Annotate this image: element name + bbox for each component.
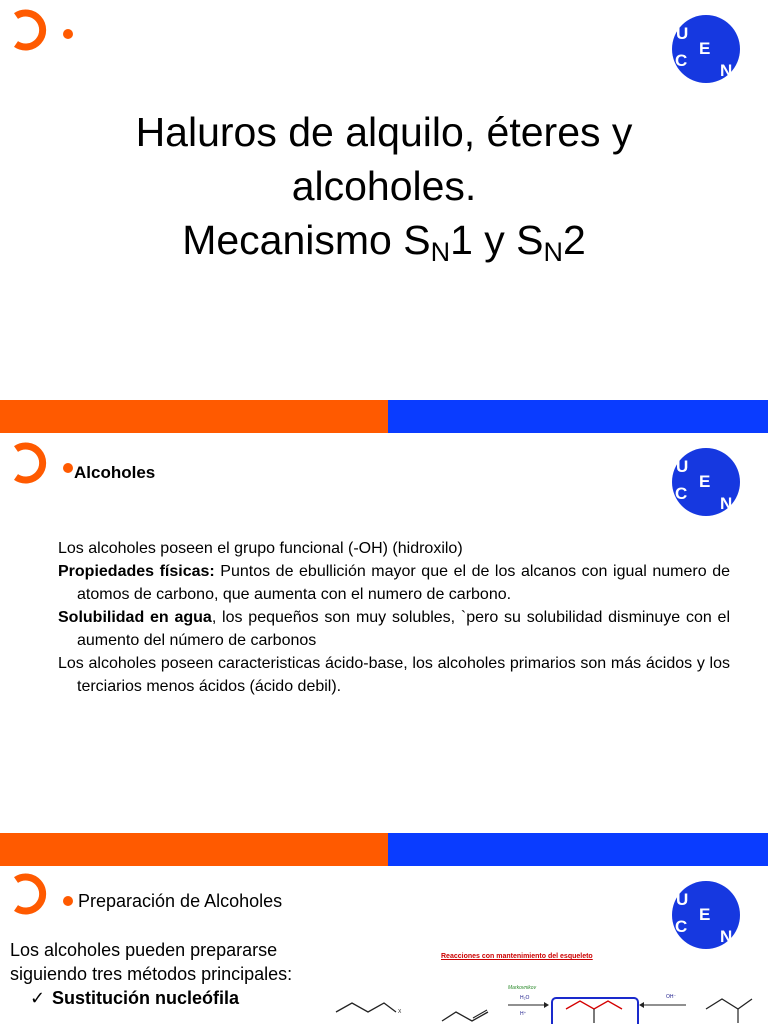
halide-label: X (398, 1009, 402, 1015)
alcoholes-slide (0, 433, 768, 833)
acid-label: H⁺ (520, 1011, 527, 1017)
alcohol-product-box (552, 998, 638, 1024)
divider-orange (0, 833, 388, 866)
divider-orange (0, 400, 388, 433)
brand-mark-icon (10, 872, 80, 920)
branched-structure (706, 999, 752, 1009)
method-label: Sustitución nucleófila (52, 988, 240, 1008)
svg-text:C: C (675, 484, 688, 503)
ucen-logo (671, 880, 741, 950)
solubility-text: , los pequeños son muy solubles, `pero su solubilidad disminuye con el aumento del número de carbonos (77, 609, 730, 649)
svg-text:N: N (720, 927, 733, 946)
divider-band (0, 833, 768, 866)
alkyl-halide-structure (336, 1003, 396, 1012)
water-label: H₂O (520, 995, 530, 1001)
brand-mark-icon (10, 8, 80, 56)
intro-text (10, 939, 310, 1011)
brand-mark-icon (10, 441, 80, 489)
svg-text:U: U (676, 24, 689, 43)
check-icon: ✓ (30, 988, 46, 1008)
divider-blue (388, 833, 768, 866)
title-mid: 1 y S (450, 217, 544, 263)
svg-text:E: E (699, 905, 711, 924)
subscript-n-2: N (543, 237, 563, 267)
reaction-diagram-title: Reacciones con mantenimiento del esqueleto (441, 953, 593, 960)
title-slide (0, 0, 768, 400)
paragraph-solubility (58, 606, 730, 652)
subscript-n-1: N (430, 237, 451, 267)
divider-band (0, 400, 768, 433)
paragraph-physical-properties (58, 560, 730, 606)
svg-text:C: C (675, 51, 688, 70)
svg-text:E: E (699, 39, 711, 58)
ucen-logo (671, 14, 741, 84)
intro-paragraph: Los alcoholes pueden prepararse siguiendo tres métodos principales: (10, 940, 293, 984)
title-prefix: Mecanismo S (182, 217, 431, 263)
reaction-scheme (330, 961, 760, 1024)
hydroxide-label: OH⁻ (666, 994, 677, 1000)
divider-blue (388, 400, 768, 433)
section-heading: Preparación de Alcoholes (78, 891, 283, 911)
ucen-logo (671, 447, 741, 517)
svg-text:C: C (675, 917, 688, 936)
svg-text:U: U (676, 890, 689, 909)
preparation-slide (0, 866, 768, 1024)
slide-title (0, 105, 768, 267)
title-line-3 (0, 213, 768, 267)
title-suffix: 2 (563, 217, 586, 263)
physical-properties-text: Puntos de ebullición mayor que el de los alcanos con igual numero de atomos de carbono, que aumenta con el numero de carbono. (77, 563, 730, 603)
solubility-label: Solubilidad en agua (58, 609, 212, 626)
paragraph-functional-group: Los alcoholes poseen el grupo funcional (-OH) (hidroxilo) (58, 540, 463, 557)
svg-text:N: N (720, 61, 733, 80)
paragraph-acid-base: Los alcoholes poseen caracteristicas ácido-base, los alcoholes primarios son más ácidos y los terciarios menos ácidos (ácido debil). (58, 655, 730, 695)
body-text (58, 537, 730, 698)
title-line-1: Haluros de alquilo, éteres y (135, 109, 633, 155)
svg-text:U: U (676, 457, 689, 476)
physical-properties-label: Propiedades físicas: (58, 563, 215, 580)
svg-text:N: N (720, 494, 733, 513)
markovnikov-label: Markovnikov (508, 985, 537, 991)
title-line-2: alcoholes. (291, 163, 477, 209)
svg-text:E: E (699, 472, 711, 491)
section-heading: Alcoholes (74, 463, 156, 482)
method-item (10, 987, 310, 1011)
